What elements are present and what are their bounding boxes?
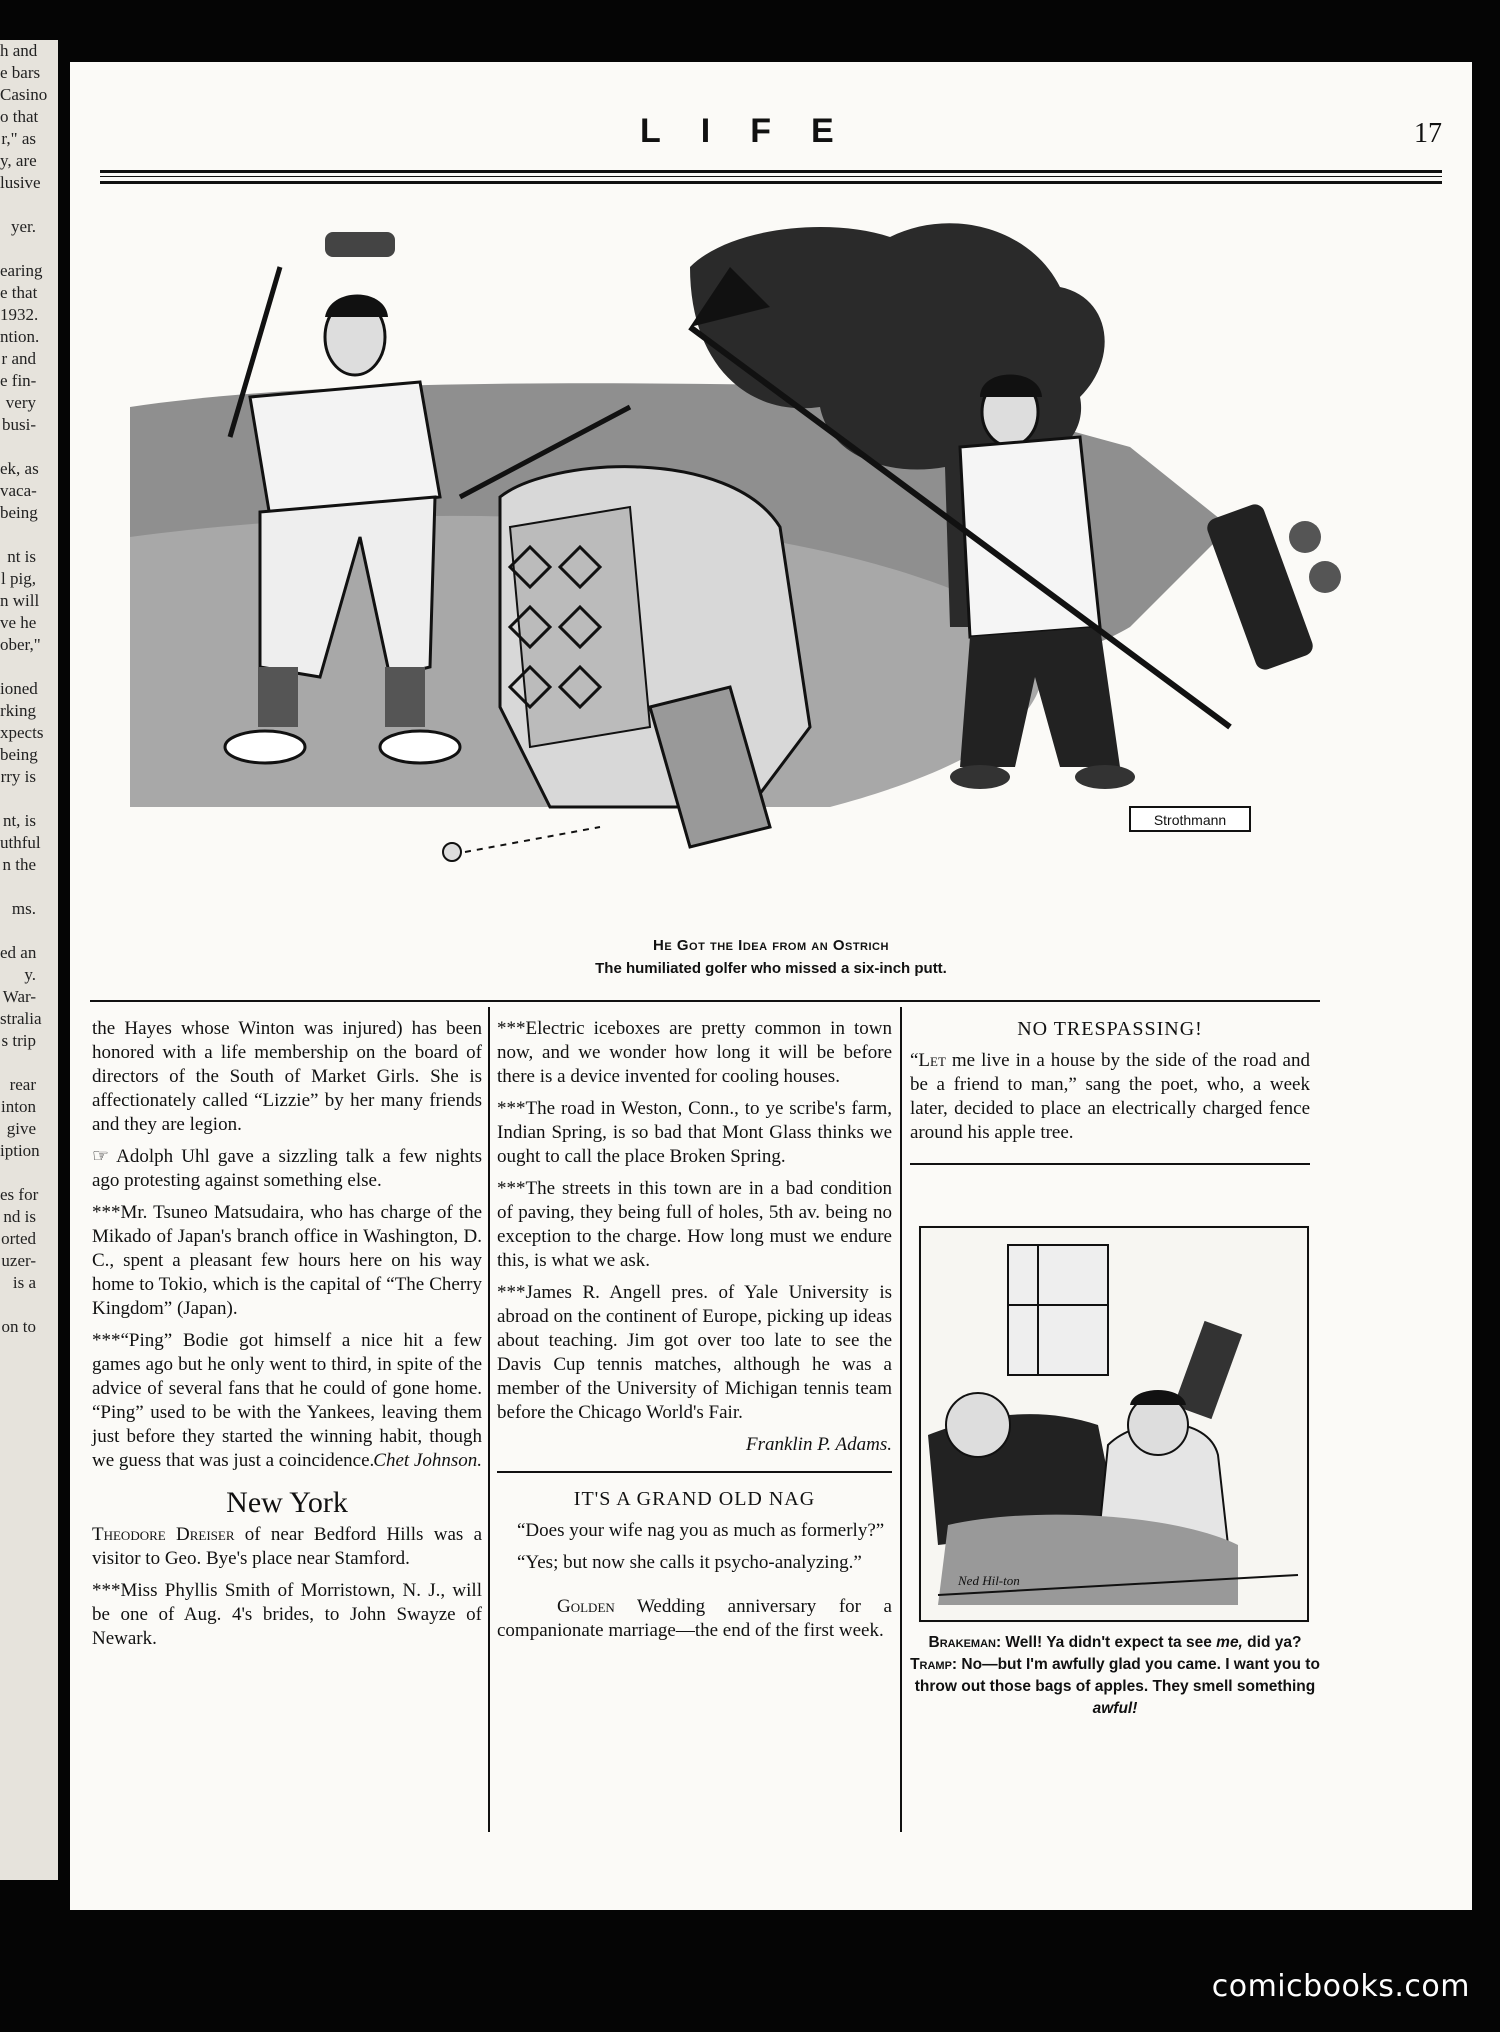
golf-cartoon-illustration <box>130 207 1352 927</box>
paragraph: ***“Ping” Bodie got himself a nice hit a few games ago but he only went to third, in spite of the advice of several fans that he could of gone home. “Ping” used to be with the Yankees, leaving them just before they started the winning habit, though we guess that was just a coincidence. <box>92 1330 482 1471</box>
page-header <box>100 112 1442 172</box>
sliver-text-line: stralia <box>0 1009 42 1028</box>
sliver-text-line: n will <box>0 591 40 610</box>
sliver-text-line <box>0 1294 58 1316</box>
sliver-text-line: vaca- <box>0 481 37 500</box>
sliver-text-line: ntion. <box>0 327 40 346</box>
header-rule <box>100 170 1442 173</box>
paragraph-text: of near Bedford Hills was a visitor to Geo. Bye's place near Stamford. <box>92 1524 482 1569</box>
cartoon-caption-subtitle: The humiliated golfer who missed a six-inch putt. <box>595 960 947 977</box>
paragraph: ***Mr. Tsuneo Matsudaira, who has charge of the Mikado of Japan's branch office in Washington, D. C., spent a pleasant few hours here on his way home to Tokio, which is the capital of “The Cherry Kingdom” (Japan). <box>92 1202 482 1319</box>
page-number: 17 <box>1414 118 1442 149</box>
sliver-text-line: n the <box>2 855 36 874</box>
cartoon-caption-title: He Got the Idea from an Ostrich <box>653 937 889 954</box>
caption-emphasis: awful! <box>1092 1700 1138 1717</box>
sliver-text-line: give <box>6 1119 36 1138</box>
pointing-hand-icon: ☞ <box>92 1146 110 1167</box>
divider <box>910 1163 1310 1165</box>
sliver-text-line <box>0 920 58 942</box>
sliver-text-line <box>0 1162 58 1184</box>
sliver-text-line <box>0 524 58 546</box>
sliver-text-line: ed an <box>0 943 37 962</box>
sliver-text-line <box>0 194 58 216</box>
sliver-text-line: orted <box>1 1229 36 1248</box>
paragraph <box>92 1523 482 1571</box>
cartoon2-signature: Ned Hil-ton <box>958 1573 1020 1588</box>
sliver-text-line: uthful <box>0 833 41 852</box>
sliver-text-line <box>0 788 58 810</box>
sliver-text-line: es for <box>0 1185 39 1204</box>
sliver-text-line: nt, is <box>2 811 36 830</box>
sliver-text-line: being <box>0 745 38 764</box>
item-title: NO TRESPASSING! <box>1017 1018 1203 1040</box>
sliver-text-line: l pig, <box>1 569 36 588</box>
paragraph: ***Miss Phyllis Smith of Morristown, N. J., will be one of Aug. 4's brides, to John Swayze of Newark. <box>92 1580 482 1649</box>
header-rule-2 <box>100 181 1442 184</box>
sliver-text-line: War- <box>2 987 36 1006</box>
column-2 <box>497 1017 892 1651</box>
sliver-text-line: rking <box>0 701 36 720</box>
sliver-text-line: yer. <box>10 217 36 236</box>
paragraph: “Does your wife nag you as much as formerly?” <box>517 1520 885 1541</box>
sliver-text-line: uzer- <box>1 1251 36 1270</box>
sliver-text-line: earing <box>0 261 43 280</box>
sliver-text-line: nd is <box>3 1207 36 1226</box>
sliver-text-line: ek, as <box>0 459 39 478</box>
sliver-text-line: rry is <box>0 767 36 786</box>
section-divider <box>90 1000 1320 1002</box>
masthead: LIFE <box>640 112 874 150</box>
sliver-text-line: y, are <box>0 151 37 170</box>
sliver-text-line: Casino <box>0 85 48 104</box>
tramp-cartoon-illustration <box>918 1225 1310 1623</box>
sliver-text-line: 1932. <box>0 305 39 324</box>
sliver-text-line: xpects <box>0 723 44 742</box>
sliver-text-line <box>0 876 58 898</box>
sliver-text-line: inton <box>1 1097 36 1116</box>
sliver-text-line <box>0 238 58 260</box>
lead-words: Golden <box>557 1596 615 1617</box>
sliver-text-line: ve he <box>0 613 37 632</box>
caption-text: No—but I'm awfully glad you came. I want you to throw out those bags of apples. They smell something <box>914 1656 1320 1695</box>
sliver-text-line: e fin- <box>0 371 37 390</box>
lead-words: Theodore Dreiser <box>92 1524 235 1545</box>
cartoon-signature: Strothmann <box>1153 812 1227 828</box>
divider <box>497 1471 892 1473</box>
sliver-text-line: ioned <box>0 679 38 698</box>
paragraph-text: me live in a house by the side of the road and be a friend to man,” sang the poet, who, a week later, decided to place an electrically charged fence around his apple tree. <box>910 1050 1310 1143</box>
sliver-text-line: being <box>0 503 38 522</box>
sliver-text-line: is a <box>12 1273 36 1292</box>
paragraph <box>497 1595 892 1643</box>
sliver-text-line: e that <box>0 283 38 302</box>
paragraph: the Hayes whose Winton was injured) has been honored with a life membership on the board of directors of the South of Market Girls. She is affectionately called “Lizzie” by her many friends and they are legion. <box>92 1018 482 1135</box>
sliver-text-line: ober," <box>0 635 41 654</box>
paragraph: ***James R. Angell pres. of Yale University is abroad on the continent of Europe, picking up ideas about teaching. Jim got over too late to see the Davis Cup tennis matches, although he was a member of the University of Michigan tennis team before the Chicago World's Fair. <box>497 1282 892 1423</box>
sliver-text-line <box>0 656 58 678</box>
paragraph <box>92 1145 482 1193</box>
sliver-text-line: o that <box>0 107 39 126</box>
column-rule-2 <box>900 1007 902 1832</box>
column-3 <box>910 1017 1310 1179</box>
speaker-label: Tramp: <box>910 1656 958 1673</box>
paragraph: ***The road in Weston, Conn., to ye scribe's farm, Indian Spring, is so bad that Mont Glass thinks we ought to call the place Broken Spring. <box>497 1098 892 1167</box>
paragraph-text: Adolph Uhl gave a sizzling talk a few nights ago protesting against something else. <box>92 1146 482 1191</box>
sliver-text-line: busi- <box>2 415 36 434</box>
paragraph <box>910 1049 1310 1145</box>
lead-words: “Let <box>910 1050 946 1071</box>
paragraph: ***Electric iceboxes are pretty common in town now, and we wonder how long it will be before there is a device invented for cooling houses. <box>497 1018 892 1087</box>
sliver-text-line: s trip <box>1 1031 36 1050</box>
sliver-text-line: very <box>5 393 36 412</box>
sliver-text-line: e bars <box>0 63 41 82</box>
paragraph-text: Wedding anniversary for a companionate marriage—the end of the first week. <box>497 1596 892 1641</box>
sliver-text-line: h and <box>0 41 38 60</box>
sliver-text-line: nt is <box>7 547 36 566</box>
sliver-text-line: lusive <box>0 173 41 192</box>
caption-text: did ya? <box>1242 1634 1302 1651</box>
section-heading: New York <box>226 1486 348 1519</box>
signature: Franklin P. Adams. <box>745 1434 892 1455</box>
column-rule-1 <box>488 1007 490 1832</box>
magazine-page <box>70 62 1472 1910</box>
golf-ball <box>443 843 461 861</box>
sliver-text-line: y. <box>24 965 36 984</box>
signature: Chet Johnson. <box>373 1450 482 1471</box>
tramp-cartoon-caption <box>905 1632 1325 1720</box>
sliver-text-line: r," as <box>1 129 36 148</box>
sliver-text-line: iption <box>0 1141 40 1160</box>
sliver-text-line: on to <box>1 1317 36 1336</box>
sliver-text-line <box>0 436 58 458</box>
watermark: comicbooks.com <box>1211 1969 1470 2004</box>
paragraph: “Yes; but now she calls it psycho-analyzing.” <box>517 1552 862 1573</box>
sliver-text-line <box>0 1052 58 1074</box>
item-title: IT'S A GRAND OLD NAG <box>573 1488 816 1510</box>
left-page-sliver <box>0 40 58 1880</box>
header-rule-thin <box>100 176 1442 177</box>
caption-line <box>905 1632 1325 1654</box>
flying-hat <box>325 232 395 257</box>
sliver-text-line: rear <box>9 1075 36 1094</box>
paragraph: ***The streets in this town are in a bad condition of paving, they being full of holes, 5th av. being no exception to the charge. How long must we endure this, is what we ask. <box>497 1178 892 1271</box>
caption-text: Well! Ya didn't expect ta see <box>1001 1634 1217 1651</box>
speaker-label: Brakeman: <box>928 1634 1002 1651</box>
column-1 <box>92 1017 482 1659</box>
sliver-text-line: ms. <box>11 899 36 918</box>
sliver-text-line: r and <box>1 349 36 368</box>
caption-emphasis: me, <box>1216 1634 1243 1651</box>
caption-line <box>905 1654 1325 1720</box>
